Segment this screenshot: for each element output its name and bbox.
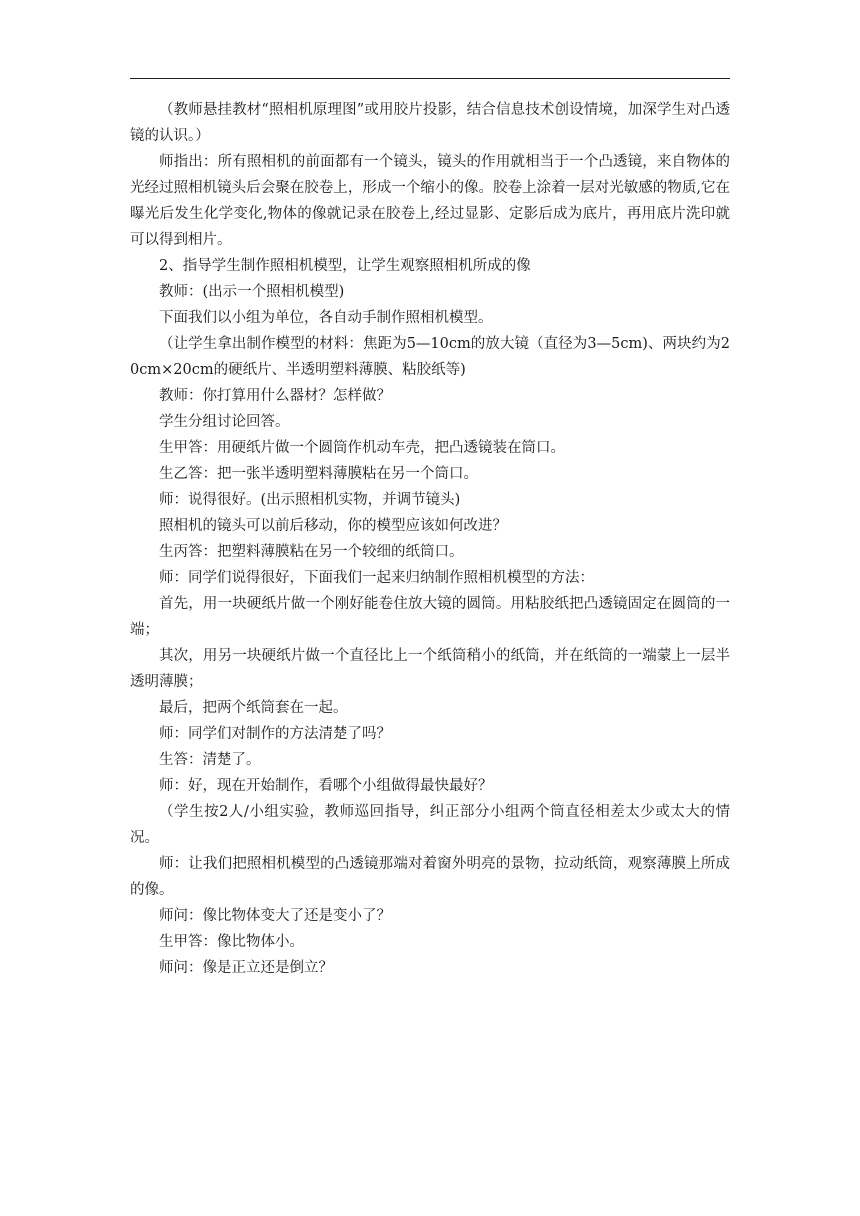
paragraph-teacher-ask-size: 师问：像比物体变大了还是变小了？ bbox=[159, 908, 391, 924]
paragraph-student-c-answer: 生丙答：把塑料薄膜粘在另一个较细的纸筒口。 bbox=[159, 544, 464, 560]
paragraph-summary-intro: 师：同学们说得很好，下面我们一起来归纳制作照相机模型的方法： bbox=[159, 570, 594, 586]
paragraph-teacher-check: 师：同学们对制作的方法清楚了吗？ bbox=[159, 726, 391, 742]
header-rule bbox=[130, 78, 730, 79]
paragraph-student-clear: 生答：清楚了。 bbox=[159, 752, 261, 768]
paragraph-materials: （让学生拿出制作模型的材料：焦距为5—10cm的放大镜（直径为3—5cm)、两块约为20cm×20cm的硬纸片、半透明塑料薄膜、粘胶纸等) bbox=[130, 336, 730, 378]
paragraph-student-a-size: 生甲答：像比物体小。 bbox=[159, 934, 304, 950]
paragraph-student-a-answer: 生甲答：用硬纸片做一个圆筒作机动车壳，把凸透镜装在筒口。 bbox=[159, 440, 565, 456]
paragraph-step-second: 其次，用另一块硬纸片做一个直径比上一个纸筒稍小的纸筒，并在纸筒的一端蒙上一层半透明薄膜； bbox=[130, 648, 730, 690]
paragraph-lens-movable: 照相机的镜头可以前后移动，你的模型应该如何改进？ bbox=[159, 518, 507, 534]
paragraph-step-last: 最后，把两个纸筒套在一起。 bbox=[159, 700, 348, 716]
paragraph-camera-principle: 师指出：所有照相机的前面都有一个镜头，镜头的作用就相当于一个凸透镜，来自物体的光经过照相机镜头后会聚在胶卷上，形成一个缩小的像。胶卷上涂着一层对光敏感的物质,它在曝光后发生化学变化,物体的像就记录在胶卷上,经过显影、定影后成为底片，再用底片洗印就可以得到相片。 bbox=[130, 154, 730, 248]
paragraph-teacher-praise: 师：说得很好。(出示照相机实物，并调节镜头) bbox=[159, 492, 461, 508]
paragraph-step-first: 首先，用一块硬纸片做一个刚好能卷住放大镜的圆筒。用粘胶纸把凸透镜固定在圆筒的一端； bbox=[130, 596, 730, 638]
paragraph-section-2-heading: 2、指导学生制作照相机模型，让学生观察照相机所成的像 bbox=[159, 258, 531, 274]
paragraph-teacher-question: 教师：你打算用什么器材？怎样做？ bbox=[159, 388, 391, 404]
paragraph-observe-image: 师：让我们把照相机模型的凸透镜那端对着窗外明亮的景物，拉动纸筒，观察薄膜上所成的像。 bbox=[130, 856, 730, 898]
paragraph-start-making: 师：好，现在开始制作，看哪个小组做得最快最好？ bbox=[159, 778, 493, 794]
paragraph-teacher-shows-model: 教师：(出示一个照相机模型) bbox=[159, 284, 345, 300]
paragraph-teacher-ask-orientation: 师问：像是正立还是倒立？ bbox=[159, 960, 333, 976]
paragraph-experiment-guidance: （学生按2人/小组实验，教师巡回指导，纠正部分小组两个筒直径相差太少或太大的情况。 bbox=[130, 804, 730, 846]
paragraph-teacher-hangs-diagram: （教师悬挂教材“照相机原理图”或用胶片投影，结合信息技术创设情境，加深学生对凸透镜的认识。） bbox=[130, 102, 730, 144]
document-body bbox=[130, 97, 730, 981]
paragraph-student-b-answer: 生乙答：把一张半透明塑料薄膜粘在另一个筒口。 bbox=[159, 466, 478, 482]
paragraph-group-discussion: 学生分组讨论回答。 bbox=[159, 414, 290, 430]
paragraph-group-instruction: 下面我们以小组为单位，各自动手制作照相机模型。 bbox=[159, 310, 493, 326]
